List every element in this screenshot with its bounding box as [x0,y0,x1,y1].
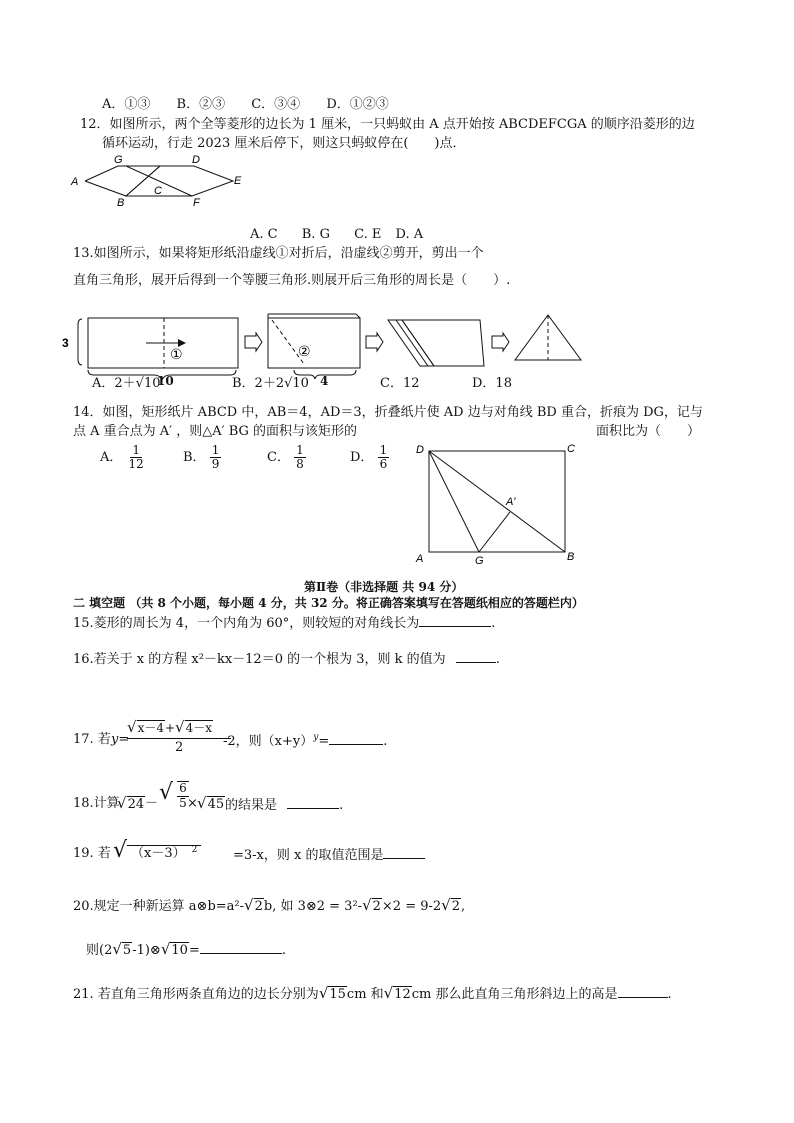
q20-line2c: = [188,943,200,958]
q14-option-d [350,444,389,471]
label-a: A [416,553,424,565]
q20-r3: 2 [451,899,461,914]
q12-option-b: B. G [301,227,330,242]
q11-option-d: D．①②③ [326,97,389,112]
q12-option-d: D. A [395,227,424,242]
q18-times: × [187,796,198,811]
q14-text-line2b: 面积比为（ ） [596,424,701,439]
q20-line2b: -1)⊗ [132,943,161,958]
q13-len-10: 10 [157,374,174,388]
q14-option-b-den: 9 [211,457,220,472]
q21-prefix: 21. 若直角三角形两条直角边的边长分别为 [73,987,319,1002]
label-a: A [71,176,79,188]
label-b: B [117,197,125,209]
q14-option-c [267,444,306,471]
q14-option-a [100,444,146,471]
q14-option-a-den: 12 [128,457,144,472]
q20-r1: 2 [254,899,263,914]
q13-text-line2: 直角三角形，展开后得到一个等腰三角形.则展开后三角形的周长是（ ）. [73,273,511,288]
q20-line1a: 20.规定一种新运算 a⊗b=a²- [73,899,245,914]
q11-option-b: B．②③ [176,97,226,112]
q13-option-a: A．2＋√10 [92,376,161,391]
label-side-3: 3 [62,336,69,350]
q20-line1: 20.规定一种新运算 a⊗b=a²-√2b, 如 3⊗2 = 3²-√2×2 = 9-2√2, [73,896,466,914]
q14-text-line2a: 点 A 重合点为 A′ ，则△A′ BG 的面积与该矩形的 [73,424,358,439]
q17-denominator: 2 [175,740,184,755]
q18-r2: 45 [207,797,225,812]
q17-frac-line [127,738,231,739]
q13-option-c: C．12 [380,376,420,391]
q14-option-d-num: 1 [379,443,388,457]
q17-y: y= [111,732,130,747]
q15-line: 15.菱形的周长为 4，一个内角为 60°，则较短的对角线长为 . [73,616,496,631]
q17-num2: 4－x [185,721,212,735]
q21-answer-blank [618,985,668,998]
label-d: D [416,444,424,456]
label-c: C [154,185,162,197]
q15-text: 15.菱形的周长为 4，一个内角为 60°，则较短的对角线长为 [73,616,420,631]
q20-line1b: b, 如 3⊗2 = 3²- [263,899,363,914]
q14-option-d-letter: D． [350,449,374,465]
q19-inner-text: （x－3） [131,846,186,861]
q19-answer-blank [383,846,425,859]
q17-eq: = [318,734,330,749]
q19-suffix-wrap [233,846,425,864]
q14-option-b-num: 1 [211,443,220,457]
q18-fnum: 6 [179,781,187,796]
q12-text-line1: 12．如图所示，两个全等菱形的边长为 1 厘米，一只蚂蚁由 A 点开始按 ABCDEFCGA 的顺序沿菱形的边 [80,117,695,132]
q14-option-b-letter: B． [183,449,206,465]
q14-option-c-fraction [294,444,306,471]
q12-text-line2: 循环运动，行走 2023 厘米后停下，则这只蚂蚁停在( )点． [102,136,466,151]
q11-option-a: A．①③ [102,97,151,112]
q14-option-a-fraction [127,444,146,471]
q16-line: 16.若关于 x 的方程 x²－kx－12＝0 的一个根为 3，则 k 的值为 . [73,652,500,667]
q14-option-d-fraction [378,444,390,471]
q20-r2: 2 [372,899,381,914]
q18-expr2: √45 [197,794,225,812]
q12-option-c: C. E [354,227,382,242]
q14-option-b [183,444,221,471]
q14-option-a-letter: A． [100,449,123,465]
q14-option-c-num: 1 [296,443,304,457]
label-g: G [475,555,484,567]
q19-inner [127,845,201,861]
q17-num1: x－4 [137,721,164,735]
q21-r2: 12 [394,987,411,1002]
q18-expr1: √24 [117,794,145,812]
q18-r1: 24 [127,797,145,812]
q20-line1d: , [461,899,466,914]
q19-sup: 2 [191,844,198,855]
q21-suffix: cm 那么此直角三角形斜边上的高是 [411,987,618,1002]
label-a-prime: A′ [506,496,516,508]
label-c: C [567,443,575,455]
label-mark-2: ② [298,343,311,359]
q13-option-d: D．18 [472,376,512,391]
q16-answer-blank [456,650,496,663]
q14-option-b-fraction [210,444,222,471]
q18-suffix: 的结果是 [225,798,278,813]
q20-answer-blank [200,941,282,954]
q18-answer-blank [287,796,339,809]
q11-option-c: C．③④ [251,97,301,112]
q20-r4: 5 [122,943,132,958]
q11-options [102,97,389,113]
q18-prefix: 18.计算 [73,796,120,811]
label-mark-1: ① [170,346,183,362]
q18-minus: － [145,796,159,811]
q17-sup: y [313,732,319,743]
q18-fden: 5 [179,795,187,810]
q20-line1c: ×2 = 9-2 [381,899,442,914]
q12-option-a: A. C [250,227,278,242]
q17-tail: -2，则$(x+y)^y=$ . [223,732,388,749]
q21-line: 21. 若直角三角形两条直角边的边长分别为√15cm 和√12cm 那么此直角三角形斜边上的高是 . [73,984,672,1002]
label-d: D [192,154,200,166]
q21-r1: 15 [329,987,346,1002]
q17-tail-text: -2，则（x+y） [223,734,314,749]
q16-text: 16.若关于 x 的方程 x²－kx－12＝0 的一个根为 3，则 k 的值为 [73,652,446,667]
q13-option-b: B．2＋2√10 [232,376,309,391]
q13-text-line1: 13.如图所示，如果将矩形纸沿虚线①对折后，沿虚线②剪开，剪出一个 [73,246,484,261]
q19-suffix: =3-x，则 x 的取值范围是 [233,848,384,863]
label-b: B [567,551,575,563]
label-g: G [114,154,123,166]
q19-prefix: 19. 若 [73,846,111,861]
q19-radical: √ （x－3） $^2$ [113,838,201,864]
section2-subtitle: 二 填空题 （共 8 个小题，每小题 4 分，共 32 分。将正确答案填写在答题纸相应的答题栏内） [73,596,584,610]
q13-len-4: 4 [320,374,329,388]
q20-line2: 则(2√5-1)⊗√10= . [86,940,286,958]
section2-title: 第Ⅱ卷（非选择题 共 94 分） [304,580,464,594]
q20-line2a: 则(2 [86,943,113,958]
rhombus-figure [68,152,248,208]
q20-r5: 10 [171,943,188,958]
label-f: F [193,197,200,209]
q18-sqrt-fraction: √ $\frac{6}{5}$ [159,780,187,810]
q12-options [250,227,423,243]
q15-answer-blank [419,614,491,627]
q14-text-line1: 14．如图，矩形纸片 ABCD 中，AB＝4，AD＝3，折叠纸片使 AD 边与对角线 BD 重合，折痕为 DG，记与 [73,405,703,420]
q17-numerator: √x－4+√4－x [127,718,212,736]
label-e: E [234,175,242,187]
q14-option-a-num: 1 [132,443,140,457]
q14-option-d-den: 6 [379,457,388,472]
rectangle-fold-figure [412,440,582,570]
q18-suffix-wrap: 的结果是 . [225,798,344,813]
q17-prefix: 17. 若 [73,732,111,747]
q14-option-c-den: 8 [296,457,304,472]
q21-mid: cm 和 [346,987,384,1002]
q17-answer-blank [329,732,383,745]
q14-option-c-letter: C． [267,449,290,465]
